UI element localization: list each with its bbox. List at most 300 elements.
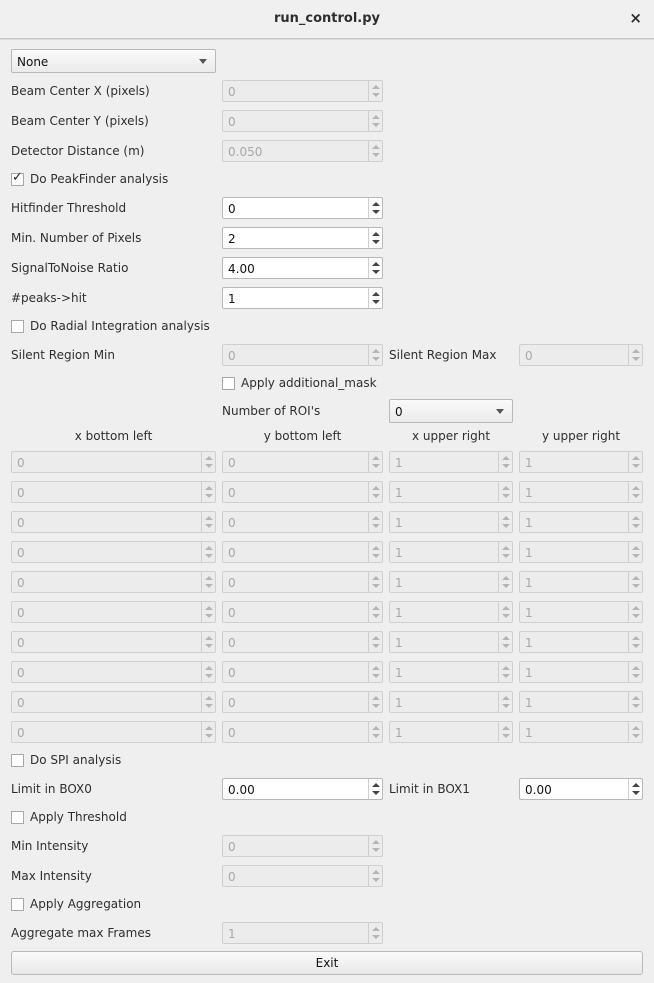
spin-arrows[interactable] [201, 602, 215, 622]
spin-arrows[interactable] [628, 662, 642, 682]
arrow-down-icon [205, 704, 213, 708]
exit-button[interactable]: Exit [11, 951, 643, 975]
roi-y-bottom-left-input[interactable] [222, 451, 383, 473]
roi-cell-value: 0 [228, 456, 236, 470]
arrow-down-icon [205, 464, 213, 468]
roi-y-bottom-left-input[interactable] [222, 541, 383, 563]
box0-value: 0.00 [228, 783, 255, 797]
silent-min-label: Silent Region Min [11, 348, 115, 362]
roi-cell-value: 0 [17, 516, 25, 530]
peakfinder-checkbox[interactable] [11, 170, 24, 186]
roi-cell-value: 1 [525, 666, 533, 680]
roi-cell-value: 1 [395, 726, 403, 740]
roi-cell-value: 1 [525, 486, 533, 500]
hitfinder-threshold-label: Hitfinder Threshold [11, 201, 127, 215]
roi-cell-value: 1 [525, 636, 533, 650]
mode-select-value: None [17, 55, 49, 69]
roi-cell-value: 1 [395, 606, 403, 620]
spin-arrows[interactable] [201, 662, 215, 682]
arrow-up-icon [502, 696, 510, 700]
roi-y-upper-right-input[interactable] [519, 571, 643, 593]
arrow-down-icon [372, 210, 380, 214]
arrow-up-icon [502, 726, 510, 730]
arrow-up-icon [372, 870, 380, 874]
beam-center-y-label: Beam Center Y (pixels) [11, 114, 149, 128]
roi-cell-value: 0 [17, 576, 25, 590]
spin-arrows[interactable] [368, 836, 382, 856]
max-frames-label: Aggregate max Frames [11, 926, 151, 940]
roi-y-upper-right-input[interactable] [519, 691, 643, 713]
roi-y-bottom-left-input[interactable] [222, 661, 383, 683]
roi-y-upper-right-input[interactable] [519, 511, 643, 533]
roi-header-y-upper-right: y upper right [541, 429, 621, 443]
arrow-up-icon [205, 486, 213, 490]
spin-arrows[interactable] [201, 722, 215, 742]
mask-checkbox[interactable] [222, 377, 235, 390]
close-icon[interactable]: × [629, 9, 642, 27]
spin-arrows[interactable] [628, 542, 642, 562]
roi-x-upper-right-input[interactable] [389, 631, 513, 653]
roi-x-bottom-left-input[interactable] [11, 451, 216, 473]
arrow-up-icon [372, 576, 380, 580]
roi-cell-value: 0 [228, 486, 236, 500]
roi-y-upper-right-input[interactable] [519, 601, 643, 623]
roi-cell-value: 0 [17, 636, 25, 650]
roi-x-bottom-left-input[interactable] [11, 601, 216, 623]
aggregation-checkbox[interactable] [11, 898, 24, 911]
roi-cell-value: 1 [395, 696, 403, 710]
roi-cell-value: 0 [17, 486, 25, 500]
spin-arrows[interactable] [498, 722, 512, 742]
roi-x-upper-right-input[interactable] [389, 691, 513, 713]
spin-arrows[interactable] [368, 198, 382, 218]
arrow-down-icon [632, 644, 640, 648]
num-rois-select[interactable] [389, 399, 513, 423]
roi-cell-value: 1 [525, 456, 533, 470]
arrow-up-icon [205, 606, 213, 610]
arrow-up-icon [502, 636, 510, 640]
title-bar [0, 0, 654, 39]
spin-arrows[interactable] [201, 632, 215, 652]
arrow-up-icon [502, 456, 510, 460]
roi-cell-value: 0 [17, 666, 25, 680]
roi-y-bottom-left-input[interactable] [222, 721, 383, 743]
arrow-up-icon [372, 840, 380, 844]
arrow-up-icon [372, 232, 380, 236]
arrow-up-icon [205, 666, 213, 670]
arrow-down-icon [205, 494, 213, 498]
num-rois-value: 0 [395, 405, 403, 419]
arrow-down-icon [632, 791, 640, 795]
arrow-down-icon [372, 494, 380, 498]
arrow-up-icon [632, 349, 640, 353]
roi-cell-value: 1 [525, 726, 533, 740]
spin-arrows[interactable] [498, 452, 512, 472]
arrow-down-icon [205, 614, 213, 618]
hitfinder-threshold-value: 0 [228, 202, 236, 216]
snr-input[interactable] [222, 257, 383, 279]
arrow-down-icon [372, 464, 380, 468]
peakfinder-checkbox-label[interactable]: Do PeakFinder analysis [30, 172, 169, 186]
peaks-hit-value: 1 [228, 292, 236, 306]
arrow-up-icon [502, 606, 510, 610]
spin-arrows[interactable] [498, 572, 512, 592]
arrow-down-icon [372, 935, 380, 939]
arrow-up-icon [372, 145, 380, 149]
arrow-down-icon [502, 464, 510, 468]
spin-arrows[interactable] [368, 228, 382, 248]
spin-arrows[interactable] [201, 482, 215, 502]
spin-arrows[interactable] [628, 779, 642, 799]
detector-distance-label: Detector Distance (m) [11, 144, 145, 158]
arrow-down-icon [632, 674, 640, 678]
arrow-up-icon [632, 783, 640, 787]
spin-arrows[interactable] [368, 81, 382, 101]
arrow-up-icon [205, 456, 213, 460]
beam-center-y-input[interactable] [222, 110, 383, 132]
arrow-up-icon [372, 115, 380, 119]
arrow-down-icon [502, 524, 510, 528]
spin-arrows[interactable] [368, 452, 382, 472]
arrow-down-icon [372, 153, 380, 157]
spin-arrows[interactable] [498, 602, 512, 622]
silent-max-value: 0 [525, 349, 533, 363]
arrow-down-icon [632, 704, 640, 708]
mode-select[interactable] [11, 49, 216, 73]
arrow-down-icon [372, 674, 380, 678]
roi-x-bottom-left-input[interactable] [11, 721, 216, 743]
roi-cell-value: 1 [525, 516, 533, 530]
arrow-up-icon [372, 202, 380, 206]
roi-y-upper-right-input[interactable] [519, 541, 643, 563]
roi-cell-value: 0 [17, 696, 25, 710]
radial-checkbox[interactable] [11, 320, 24, 333]
arrow-down-icon [205, 674, 213, 678]
spin-arrows[interactable] [368, 572, 382, 592]
chevron-down-icon [496, 409, 504, 414]
roi-y-bottom-left-input[interactable] [222, 571, 383, 593]
arrow-down-icon [632, 614, 640, 618]
spin-arrows[interactable] [201, 542, 215, 562]
roi-cell-value: 0 [228, 636, 236, 650]
roi-x-upper-right-input[interactable] [389, 481, 513, 503]
roi-cell-value: 0 [228, 666, 236, 680]
arrow-down-icon [205, 644, 213, 648]
roi-y-upper-right-input[interactable] [519, 451, 643, 473]
arrow-down-icon [502, 554, 510, 558]
roi-x-bottom-left-input[interactable] [11, 691, 216, 713]
arrow-up-icon [372, 783, 380, 787]
roi-y-upper-right-input[interactable] [519, 721, 643, 743]
arrow-down-icon [372, 644, 380, 648]
arrow-down-icon [632, 464, 640, 468]
spin-arrows[interactable] [368, 542, 382, 562]
arrow-up-icon [372, 349, 380, 353]
spin-arrows[interactable] [628, 512, 642, 532]
spin-arrows[interactable] [628, 602, 642, 622]
arrow-down-icon [372, 524, 380, 528]
arrow-down-icon [502, 704, 510, 708]
radial-checkbox-label[interactable]: Do Radial Integration analysis [30, 319, 210, 333]
arrow-up-icon [632, 726, 640, 730]
arrow-up-icon [372, 516, 380, 520]
beam-center-x-input[interactable] [222, 80, 383, 102]
roi-x-bottom-left-input[interactable] [11, 661, 216, 683]
roi-cell-value: 0 [228, 516, 236, 530]
peaks-hit-label: #peaks->hit [11, 291, 87, 305]
max-frames-value: 1 [228, 927, 236, 941]
spin-arrows[interactable] [368, 722, 382, 742]
arrow-up-icon [205, 696, 213, 700]
roi-cell-value: 1 [395, 666, 403, 680]
roi-cell-value: 1 [525, 576, 533, 590]
roi-cell-value: 0 [17, 546, 25, 560]
spin-arrows[interactable] [368, 141, 382, 161]
roi-x-upper-right-input[interactable] [389, 661, 513, 683]
detector-distance-input[interactable] [222, 140, 383, 162]
roi-x-bottom-left-input[interactable] [11, 631, 216, 653]
arrow-up-icon [632, 546, 640, 550]
arrow-down-icon [502, 734, 510, 738]
threshold-checkbox-label[interactable]: Apply Threshold [30, 810, 127, 824]
spin-arrows[interactable] [368, 512, 382, 532]
spin-arrows[interactable] [628, 692, 642, 712]
arrow-up-icon [632, 606, 640, 610]
spin-arrows[interactable] [498, 632, 512, 652]
roi-y-bottom-left-input[interactable] [222, 511, 383, 533]
mask-checkbox-label[interactable]: Apply additional_mask [241, 376, 377, 390]
roi-cell-value: 0 [228, 696, 236, 710]
roi-y-bottom-left-input[interactable] [222, 691, 383, 713]
arrow-down-icon [372, 704, 380, 708]
beam-center-x-value: 0 [228, 85, 236, 99]
roi-x-upper-right-input[interactable] [389, 541, 513, 563]
arrow-down-icon [205, 584, 213, 588]
arrow-down-icon [502, 674, 510, 678]
aggregation-checkbox-label[interactable]: Apply Aggregation [30, 897, 142, 911]
roi-cell-value: 0 [228, 546, 236, 560]
arrow-down-icon [205, 734, 213, 738]
arrow-down-icon [372, 584, 380, 588]
silent-max-input[interactable] [519, 344, 643, 366]
arrow-down-icon [372, 300, 380, 304]
roi-cell-value: 1 [525, 696, 533, 710]
min-pixels-value: 2 [228, 232, 236, 246]
spin-arrows[interactable] [368, 602, 382, 622]
min-pixels-input[interactable] [222, 227, 383, 249]
roi-x-bottom-left-input[interactable] [11, 511, 216, 533]
spin-arrows[interactable] [628, 632, 642, 652]
roi-cell-value: 1 [395, 456, 403, 470]
roi-header-y-bottom-left: y bottom left [263, 429, 342, 443]
min-pixels-label: Min. Number of Pixels [11, 231, 142, 245]
silent-min-value: 0 [228, 349, 236, 363]
roi-x-upper-right-input[interactable] [389, 511, 513, 533]
roi-cell-value: 1 [395, 576, 403, 590]
window-title: run_control.py [273, 11, 381, 26]
arrow-up-icon [632, 486, 640, 490]
roi-x-bottom-left-input[interactable] [11, 481, 216, 503]
spin-arrows[interactable] [628, 345, 642, 365]
arrow-down-icon [372, 123, 380, 127]
spin-arrows[interactable] [498, 512, 512, 532]
spin-arrows[interactable] [368, 111, 382, 131]
spin-arrows[interactable] [368, 482, 382, 502]
arrow-up-icon [372, 666, 380, 670]
roi-y-upper-right-input[interactable] [519, 661, 643, 683]
roi-cell-value: 1 [395, 486, 403, 500]
spin-arrows[interactable] [368, 692, 382, 712]
beam-center-x-label: Beam Center X (pixels) [11, 84, 150, 98]
box0-label: Limit in BOX0 [11, 782, 92, 796]
arrow-up-icon [502, 486, 510, 490]
spin-arrows[interactable] [201, 452, 215, 472]
max-frames-input[interactable] [222, 922, 383, 944]
spin-arrows[interactable] [368, 662, 382, 682]
silent-min-input[interactable] [222, 344, 383, 366]
spin-arrows[interactable] [498, 482, 512, 502]
roi-x-upper-right-input[interactable] [389, 451, 513, 473]
roi-y-bottom-left-input[interactable] [222, 601, 383, 623]
roi-header-x-bottom-left: x bottom left [74, 429, 153, 443]
box1-input[interactable] [519, 778, 643, 800]
arrow-down-icon [502, 644, 510, 648]
arrow-up-icon [372, 85, 380, 89]
arrow-up-icon [372, 726, 380, 730]
spin-arrows[interactable] [498, 662, 512, 682]
spin-arrows[interactable] [201, 692, 215, 712]
num-rois-label: Number of ROI's [222, 404, 321, 418]
roi-y-bottom-left-input[interactable] [222, 481, 383, 503]
roi-cell-value: 1 [395, 546, 403, 560]
arrow-up-icon [205, 726, 213, 730]
roi-y-bottom-left-input[interactable] [222, 631, 383, 653]
arrow-down-icon [372, 357, 380, 361]
box1-value: 0.00 [525, 783, 552, 797]
max-intensity-input[interactable] [222, 865, 383, 887]
spi-checkbox[interactable] [11, 754, 24, 767]
arrow-down-icon [502, 584, 510, 588]
arrow-up-icon [372, 456, 380, 460]
arrow-up-icon [632, 516, 640, 520]
arrow-up-icon [372, 262, 380, 266]
arrow-down-icon [372, 240, 380, 244]
arrow-up-icon [502, 666, 510, 670]
arrow-down-icon [372, 93, 380, 97]
spin-arrows[interactable] [628, 482, 642, 502]
snr-label: SignalToNoise Ratio [11, 261, 129, 275]
arrow-up-icon [632, 696, 640, 700]
roi-x-upper-right-input[interactable] [389, 721, 513, 743]
arrow-down-icon [502, 614, 510, 618]
spi-checkbox-label[interactable]: Do SPI analysis [30, 753, 122, 767]
roi-header-x-upper-right: x upper right [411, 429, 491, 443]
arrow-up-icon [502, 546, 510, 550]
spin-arrows[interactable] [368, 866, 382, 886]
arrow-up-icon [205, 546, 213, 550]
spin-arrows[interactable] [368, 258, 382, 278]
roi-x-bottom-left-input[interactable] [11, 571, 216, 593]
chevron-down-icon [199, 59, 207, 64]
roi-cell-value: 0 [17, 456, 25, 470]
spin-arrows[interactable] [498, 542, 512, 562]
roi-x-upper-right-input[interactable] [389, 601, 513, 623]
spin-arrows[interactable] [498, 692, 512, 712]
arrow-up-icon [372, 927, 380, 931]
arrow-up-icon [205, 516, 213, 520]
arrow-up-icon [632, 456, 640, 460]
roi-x-bottom-left-input[interactable] [11, 541, 216, 563]
roi-cell-value: 1 [395, 636, 403, 650]
roi-cell-value: 1 [525, 606, 533, 620]
arrow-down-icon [372, 878, 380, 882]
arrow-up-icon [372, 636, 380, 640]
arrow-up-icon [372, 292, 380, 296]
roi-y-upper-right-input[interactable] [519, 631, 643, 653]
peaks-hit-input[interactable] [222, 287, 383, 309]
arrow-down-icon [632, 584, 640, 588]
arrow-up-icon [632, 576, 640, 580]
arrow-down-icon [372, 848, 380, 852]
arrow-down-icon [632, 494, 640, 498]
max-intensity-value: 0 [228, 870, 236, 884]
spin-arrows[interactable] [201, 512, 215, 532]
roi-y-upper-right-input[interactable] [519, 481, 643, 503]
arrow-down-icon [632, 357, 640, 361]
spin-arrows[interactable] [628, 722, 642, 742]
spin-arrows[interactable] [201, 572, 215, 592]
arrow-down-icon [372, 270, 380, 274]
roi-cell-value: 1 [525, 546, 533, 560]
spin-arrows[interactable] [368, 288, 382, 308]
roi-cell-value: 0 [228, 576, 236, 590]
arrow-up-icon [502, 516, 510, 520]
spin-arrows[interactable] [368, 632, 382, 652]
arrow-down-icon [372, 614, 380, 618]
arrow-up-icon [372, 606, 380, 610]
min-intensity-input[interactable] [222, 835, 383, 857]
threshold-checkbox[interactable] [11, 811, 24, 824]
arrow-up-icon [372, 546, 380, 550]
snr-value: 4.00 [228, 262, 255, 276]
hitfinder-threshold-input[interactable] [222, 197, 383, 219]
roi-x-upper-right-input[interactable] [389, 571, 513, 593]
arrow-down-icon [372, 791, 380, 795]
roi-cell-value: 0 [17, 726, 25, 740]
arrow-up-icon [205, 636, 213, 640]
arrow-down-icon [502, 494, 510, 498]
spin-arrows[interactable] [628, 452, 642, 472]
arrow-up-icon [502, 576, 510, 580]
box0-input[interactable] [222, 778, 383, 800]
arrow-down-icon [205, 524, 213, 528]
roi-cell-value: 0 [17, 606, 25, 620]
spin-arrows[interactable] [628, 572, 642, 592]
box1-label: Limit in BOX1 [389, 782, 470, 796]
beam-center-y-value: 0 [228, 115, 236, 129]
arrow-up-icon [372, 486, 380, 490]
detector-distance-value: 0.050 [228, 145, 263, 159]
spin-arrows[interactable] [368, 923, 382, 943]
min-intensity-value: 0 [228, 840, 236, 854]
checkmark-icon: ✓ [12, 170, 23, 185]
spin-arrows[interactable] [368, 779, 382, 799]
max-intensity-label: Max Intensity [11, 869, 92, 883]
spin-arrows[interactable] [368, 345, 382, 365]
arrow-down-icon [372, 734, 380, 738]
arrow-down-icon [205, 554, 213, 558]
roi-cell-value: 0 [228, 606, 236, 620]
